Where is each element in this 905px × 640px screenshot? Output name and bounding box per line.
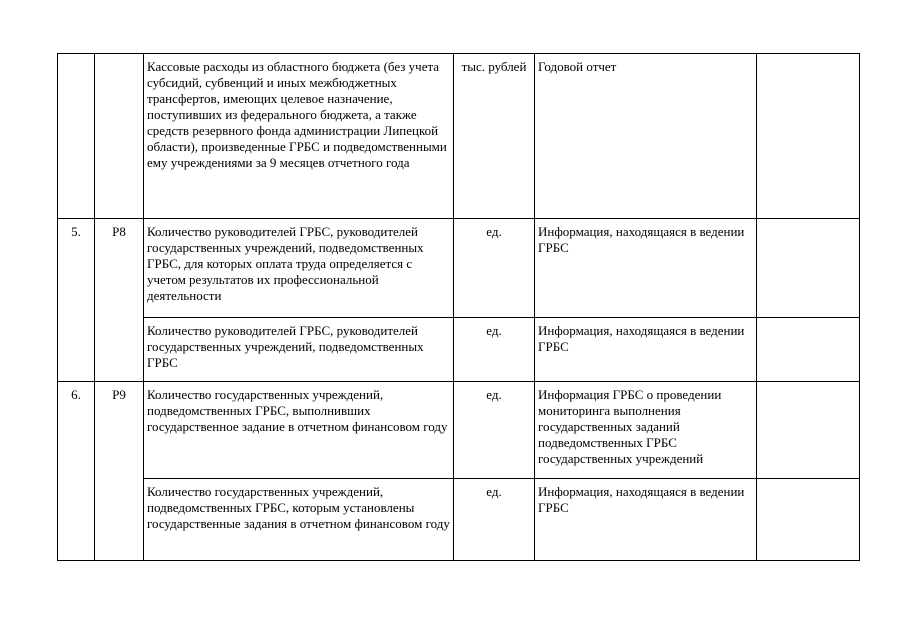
table-row xyxy=(58,318,860,382)
description-cell xyxy=(144,318,454,382)
data-source: Информация ГРБС о проведении мониторинга выполнения государственных заданий подведомственных ГРБС государственных учреждений xyxy=(538,387,722,466)
indicators-table xyxy=(57,53,860,561)
row-number-cell xyxy=(58,219,95,382)
row-number-cell xyxy=(58,54,95,219)
table-row xyxy=(58,219,860,318)
unit-of-measure: ед. xyxy=(486,387,502,402)
indicator-description: Количество государственных учреждений, подведомственных ГРБС, выполнивших государственное задание в отчетном финансовом году xyxy=(147,387,448,434)
table-row xyxy=(58,479,860,561)
extra-cell xyxy=(757,318,860,382)
data-source: Информация, находящаяся в ведении ГРБС xyxy=(538,224,745,255)
unit-cell xyxy=(454,54,535,219)
indicator-code-cell xyxy=(95,382,144,561)
indicator-code: Р9 xyxy=(112,387,126,402)
source-cell xyxy=(535,318,757,382)
indicator-code-cell xyxy=(95,54,144,219)
extra-cell xyxy=(757,479,860,561)
source-cell xyxy=(535,219,757,318)
indicator-description: Количество руководителей ГРБС, руководителей государственных учреждений, подведомственных ГРБС xyxy=(147,323,424,370)
row-number: 6. xyxy=(71,387,81,402)
data-source: Информация, находящаяся в ведении ГРБС xyxy=(538,484,745,515)
unit-of-measure: ед. xyxy=(486,484,502,499)
source-cell xyxy=(535,382,757,479)
table-row xyxy=(58,382,860,479)
description-cell xyxy=(144,479,454,561)
data-source: Годовой отчет xyxy=(538,59,617,74)
data-source: Информация, находящаяся в ведении ГРБС xyxy=(538,323,745,354)
indicator-description: Количество государственных учреждений, подведомственных ГРБС, которым установлены государственные задания в отчетном финансовом году xyxy=(147,484,450,531)
indicator-description: Кассовые расходы из областного бюджета (без учета субсидий, субвенций и иных межбюджетных трансфертов, имеющих целевое назначение, поступивших из федерального бюджета, а также средств резервного фонда администрации Липецкой области), произведенные ГРБС и подведомственными ему учреждениями за 9 месяцев отчетного года xyxy=(147,59,447,170)
extra-cell xyxy=(757,219,860,318)
unit-cell xyxy=(454,219,535,318)
unit-cell xyxy=(454,318,535,382)
extra-cell xyxy=(757,382,860,479)
indicator-code-cell xyxy=(95,219,144,382)
unit-of-measure: тыс. рублей xyxy=(461,59,527,74)
source-cell xyxy=(535,479,757,561)
row-number: 5. xyxy=(71,224,81,239)
row-number-cell xyxy=(58,382,95,561)
unit-cell xyxy=(454,479,535,561)
description-cell xyxy=(144,382,454,479)
unit-of-measure: ед. xyxy=(486,224,502,239)
indicator-code: Р8 xyxy=(112,224,126,239)
extra-cell xyxy=(757,54,860,219)
table-row xyxy=(58,54,860,219)
description-cell xyxy=(144,54,454,219)
unit-cell xyxy=(454,382,535,479)
description-cell xyxy=(144,219,454,318)
source-cell xyxy=(535,54,757,219)
unit-of-measure: ед. xyxy=(486,323,502,338)
indicator-description: Количество руководителей ГРБС, руководителей государственных учреждений, подведомственных ГРБС, для которых оплата труда определяется с учетом результатов их профессиональной деятельности xyxy=(147,224,424,303)
